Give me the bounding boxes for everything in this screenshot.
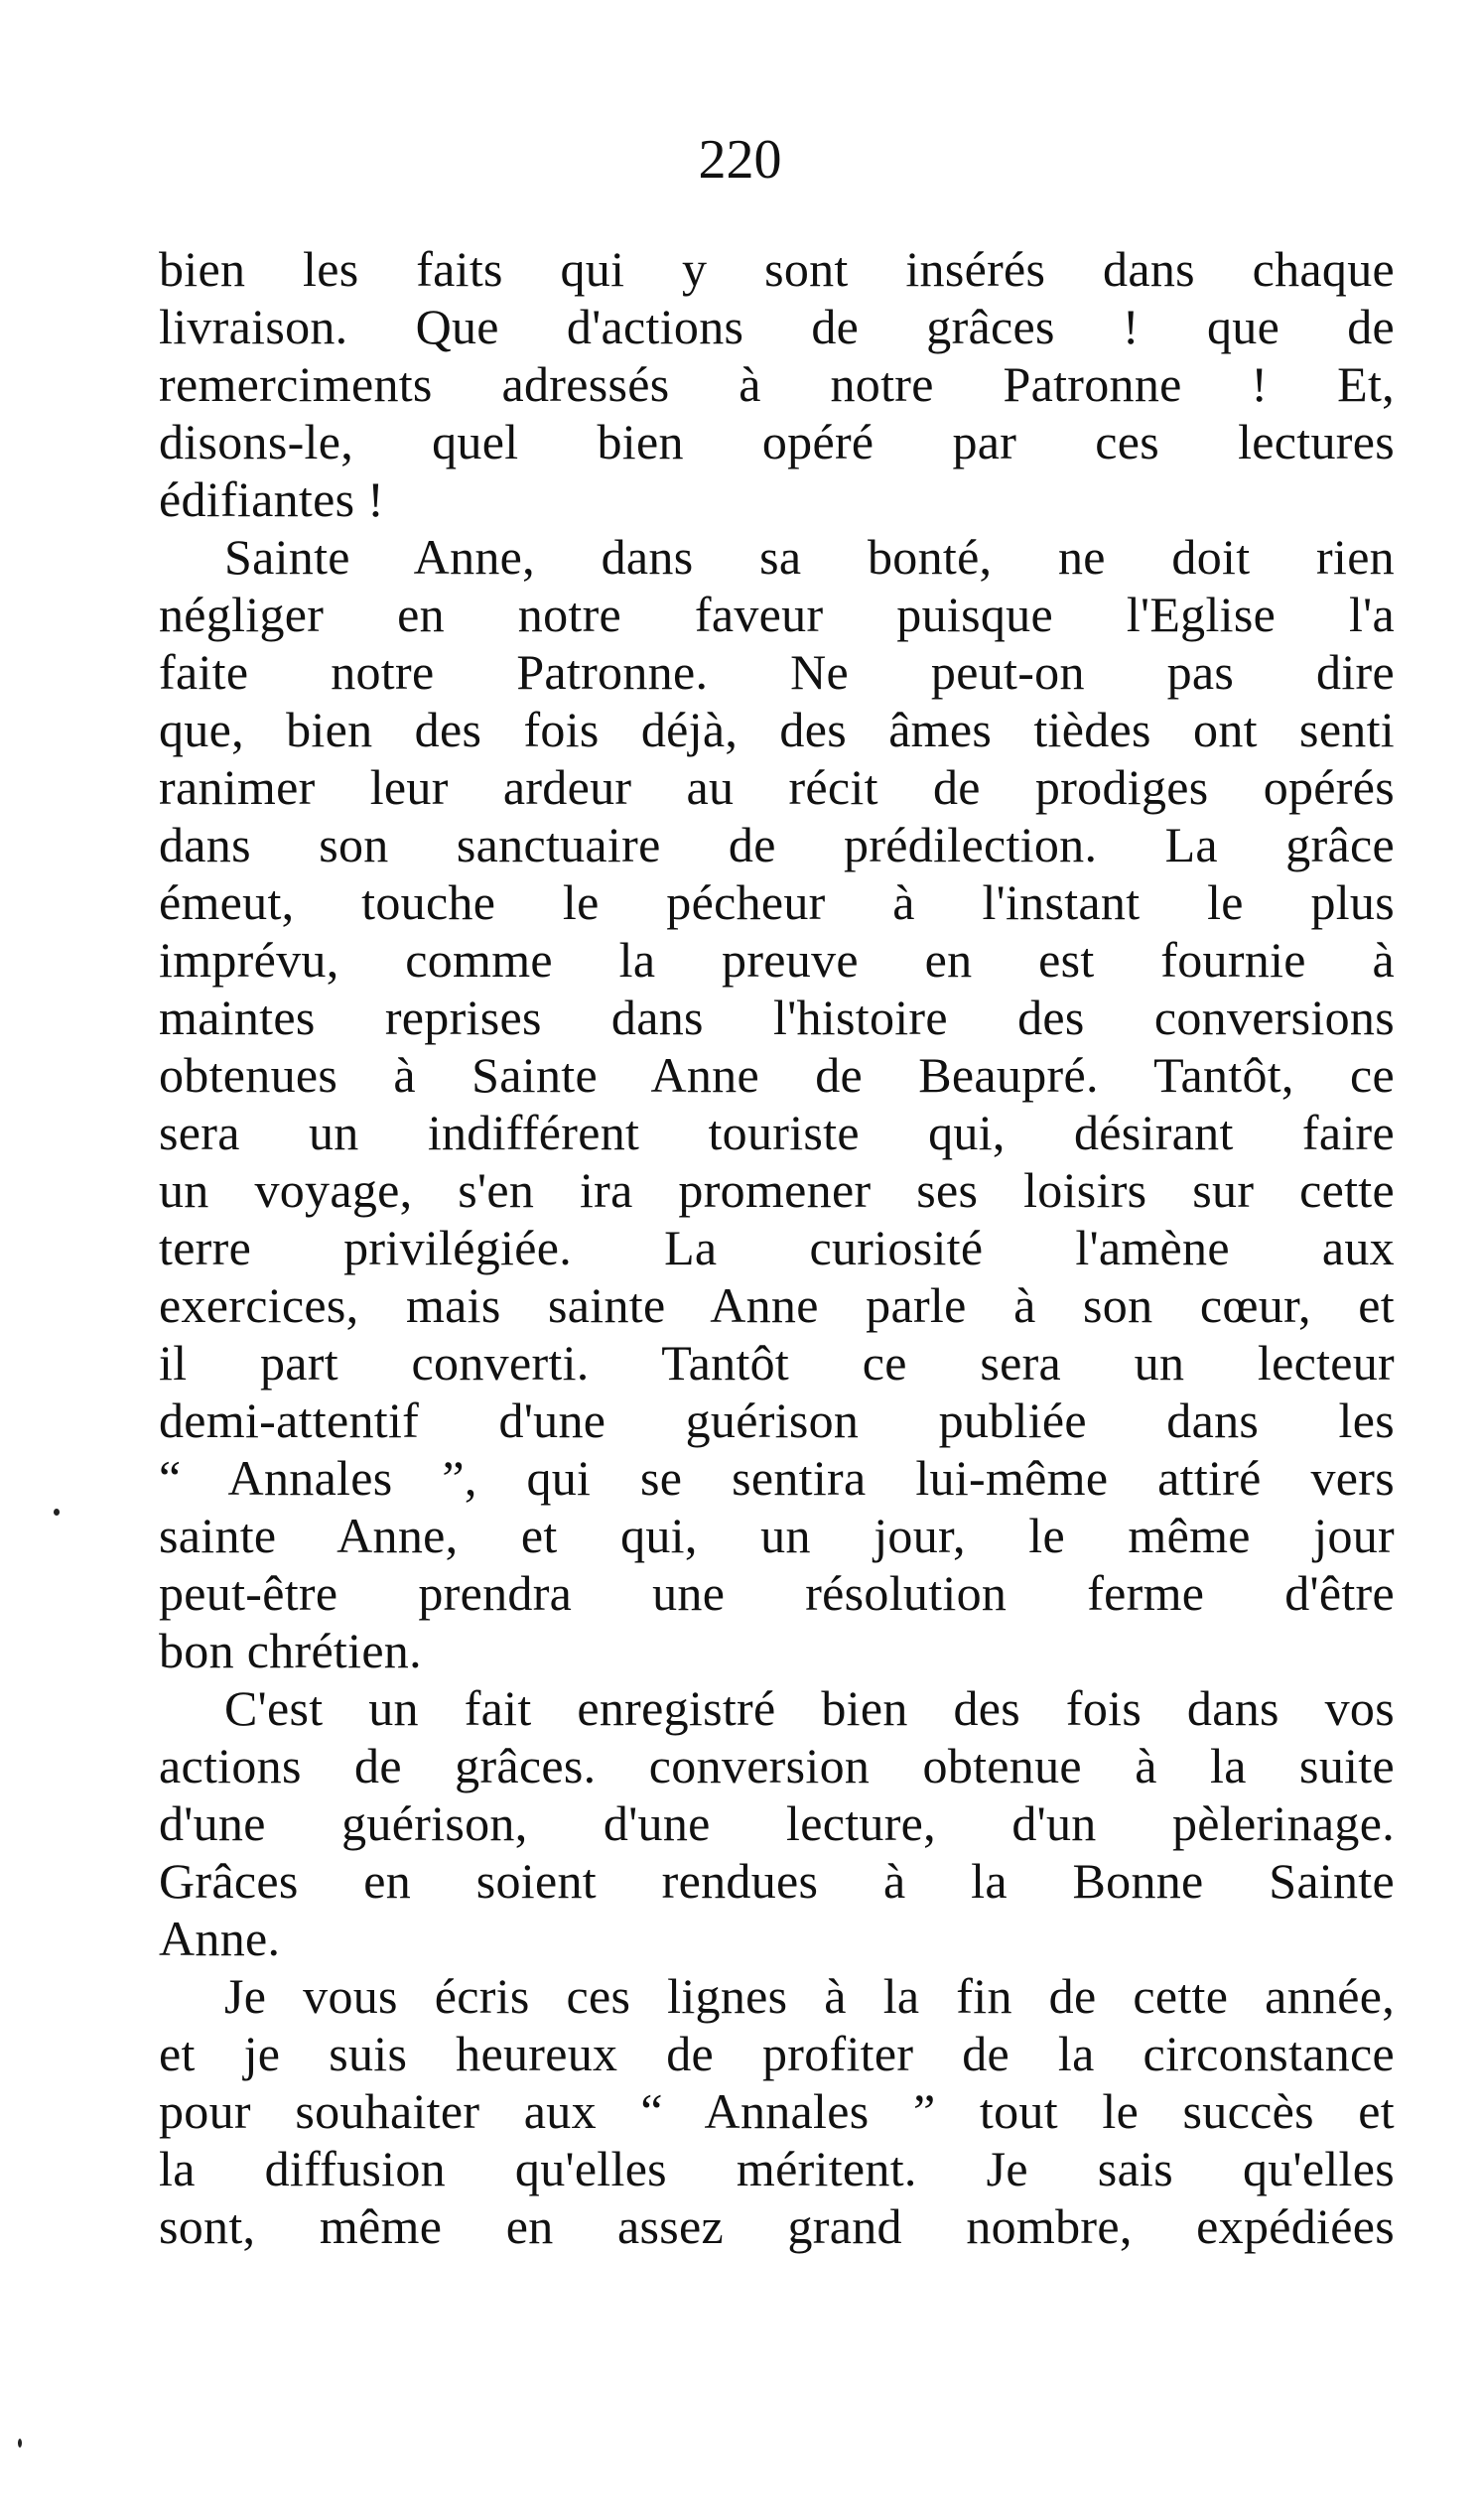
text-line: actions de grâces. conversion obtenue à la suite — [159, 1738, 1395, 1793]
text-line: pour souhaiter aux “ Annales ” tout le succès et — [159, 2083, 1395, 2139]
text-line: maintes reprises dans l'histoire des conversions — [159, 990, 1395, 1045]
text-line: remerciments adressés à notre Patronne ! Et, — [159, 356, 1395, 412]
text-line: négliger en notre faveur puisque l'Eglise l'a — [159, 587, 1395, 642]
text-line: C'est un fait enregistré bien des fois dans vos — [224, 1680, 1395, 1736]
page-number: 220 — [698, 129, 782, 191]
print-speck — [18, 2439, 22, 2448]
text-line: terre privilégiée. La curiosité l'amène aux — [159, 1220, 1395, 1275]
text-line: disons-le, quel bien opéré par ces lectures — [159, 414, 1395, 469]
text-line: Sainte Anne, dans sa bonté, ne doit rien — [224, 529, 1395, 585]
text-line: bon chrétien. — [159, 1623, 422, 1678]
text-line: faite notre Patronne. Ne peut-on pas dire — [159, 644, 1395, 700]
text-line: il part converti. Tantôt ce sera un lecteur — [159, 1335, 1395, 1391]
text-line: que, bien des fois déjà, des âmes tièdes ont senti — [159, 702, 1395, 757]
text-line: ranimer leur ardeur au récit de prodiges opérés — [159, 759, 1395, 815]
text-line: émeut, touche le pécheur à l'instant le plus — [159, 874, 1395, 930]
text-line: édifiantes ! — [159, 471, 385, 527]
text-line: peut-être prendra une résolution ferme d'être — [159, 1565, 1395, 1621]
text-line: livraison. Que d'actions de grâces ! que de — [159, 299, 1395, 354]
text-line: Anne. — [159, 1911, 281, 1966]
text-line: sont, même en assez grand nombre, expédiées — [159, 2198, 1395, 2254]
body-text — [159, 240, 1395, 2255]
text-line: “ Annales ”, qui se sentira lui-même attiré vers — [159, 1450, 1395, 1506]
text-line: obtenues à Sainte Anne de Beaupré. Tantôt, ce — [159, 1047, 1395, 1103]
text-line: dans son sanctuaire de prédilection. La grâce — [159, 817, 1395, 872]
text-line: sera un indifférent touriste qui, désirant faire — [159, 1105, 1395, 1160]
text-line: Grâces en soient rendues à la Bonne Sainte — [159, 1853, 1395, 1909]
text-line: bien les faits qui y sont insérés dans chaque — [159, 241, 1395, 297]
text-line: exercices, mais sainte Anne parle à son cœur, et — [159, 1277, 1395, 1333]
text-line: sainte Anne, et qui, un jour, le même jour — [159, 1508, 1395, 1563]
text-line: imprévu, comme la preuve en est fournie à — [159, 932, 1395, 988]
text-line: la diffusion qu'elles méritent. Je sais qu'elles — [159, 2141, 1395, 2196]
print-speck — [54, 1509, 60, 1516]
text-line: demi-attentif d'une guérison publiée dans les — [159, 1393, 1395, 1448]
text-line: un voyage, s'en ira promener ses loisirs sur cette — [159, 1162, 1395, 1218]
text-line: et je suis heureux de profiter de la circonstance — [159, 2026, 1395, 2081]
text-line: d'une guérison, d'une lecture, d'un pèlerinage. — [159, 1795, 1395, 1851]
text-line: Je vous écris ces lignes à la fin de cette année, — [224, 1968, 1395, 2024]
